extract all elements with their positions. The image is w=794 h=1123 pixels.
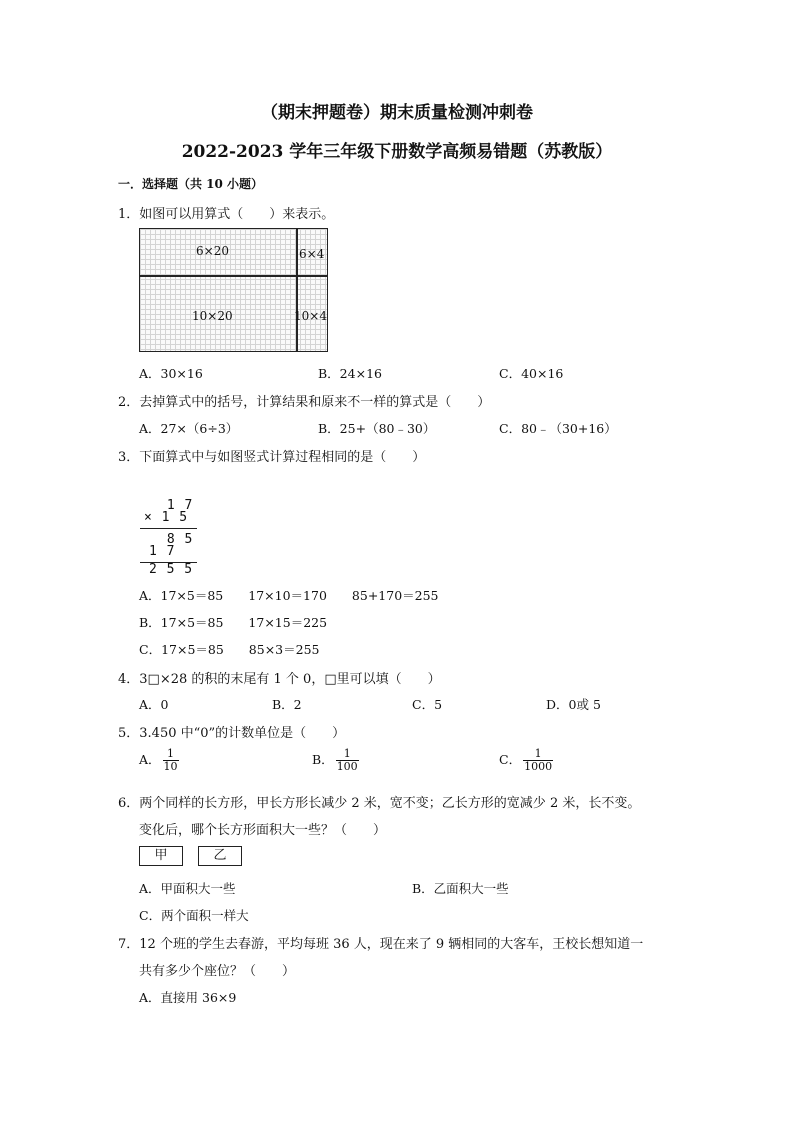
fraction-denominator: 1000 bbox=[524, 760, 553, 773]
option-c: C．80﹣（30+16） bbox=[499, 421, 617, 436]
option-label: C． bbox=[499, 752, 522, 767]
fraction-denominator: 10 bbox=[163, 760, 178, 773]
option-a bbox=[139, 748, 179, 773]
rectangle-box-yi: 乙 bbox=[198, 846, 242, 866]
fraction bbox=[336, 748, 359, 773]
question-6-continued: 变化后，哪个长方形面积大一些？（ ） bbox=[139, 823, 387, 838]
section-heading: 一．选择题（共 10 小题） bbox=[118, 177, 264, 191]
rectangle-box-jia: 甲 bbox=[139, 846, 183, 866]
option-a: A．直接用 36×9 bbox=[139, 990, 237, 1005]
question-7: 7．12 个班的学生去春游，平均每班 36 人，现在来了 9 辆相同的大客车，王校长想知道一 bbox=[118, 937, 644, 952]
page-title: （期末押题卷）期末质量检测冲刺卷 bbox=[261, 103, 533, 123]
fraction-numerator: 1 bbox=[167, 747, 175, 760]
option-a: A．27×（6÷3） bbox=[139, 421, 239, 436]
grid-label: 10×20 bbox=[192, 309, 233, 323]
fraction-denominator: 100 bbox=[336, 760, 358, 773]
option-c bbox=[499, 748, 553, 773]
fraction bbox=[163, 748, 179, 773]
question-1: 1．如图可以用算式（ ）来表示。 bbox=[118, 207, 335, 222]
vertical-row: 8 5 bbox=[144, 532, 194, 547]
fraction-numerator: 1 bbox=[343, 747, 351, 760]
grid-label: 6×20 bbox=[196, 244, 229, 258]
option-b: B．乙面积大一些 bbox=[412, 881, 509, 896]
fraction bbox=[523, 748, 553, 773]
option-label: B． bbox=[312, 752, 334, 767]
grid-label: 6×4 bbox=[299, 247, 325, 261]
vertical-row: × 1 5 bbox=[144, 510, 189, 525]
question-4: 4．3□×28 的积的末尾有 1 个 0，□里可以填（ ） bbox=[118, 672, 441, 687]
vertical-row: 1 7 bbox=[144, 498, 194, 513]
option-a: A．甲面积大一些 bbox=[139, 881, 236, 896]
option-c: C．5 bbox=[412, 697, 443, 712]
option-d: D．0或 5 bbox=[546, 697, 601, 712]
option-b: B．17×5＝85 17×15＝225 bbox=[139, 615, 328, 630]
question-2: 2．去掉算式中的括号，计算结果和原来不一样的算式是（ ） bbox=[118, 395, 491, 410]
vertical-row: 1 7 bbox=[149, 544, 176, 559]
option-a: A．30×16 bbox=[139, 366, 203, 381]
option-b: B．24×16 bbox=[318, 366, 382, 381]
option-label: A． bbox=[139, 752, 161, 767]
page-subtitle: 2022-2023 学年三年级下册数学高频易错题（苏教版） bbox=[181, 142, 613, 162]
fraction-numerator: 1 bbox=[534, 747, 542, 760]
question-7-continued: 共有多少个座位？（ ） bbox=[139, 964, 296, 979]
option-c: C．40×16 bbox=[499, 366, 564, 381]
option-c: C．17×5＝85 85×3＝255 bbox=[139, 642, 320, 657]
question-6: 6．两个同样的长方形，甲长方形长减少 2 米，宽不变；乙长方形的宽减少 2 米，长不变。 bbox=[118, 796, 641, 811]
area-grid-figure bbox=[139, 228, 328, 352]
grid-label: 10×4 bbox=[294, 309, 327, 323]
option-c: C．两个面积一样大 bbox=[139, 908, 249, 923]
option-a: A．17×5＝85 17×10＝170 85+170＝255 bbox=[139, 588, 439, 603]
option-b bbox=[312, 748, 359, 773]
grid-divider-horizontal bbox=[140, 275, 327, 277]
grid-divider-vertical bbox=[296, 229, 298, 351]
question-5: 5．3.450 中“0”的计数单位是（ ） bbox=[118, 726, 346, 741]
option-b: B．25+（80﹣30） bbox=[318, 421, 436, 436]
question-3: 3．下面算式中与如图竖式计算过程相同的是（ ） bbox=[118, 450, 426, 465]
option-a: A．0 bbox=[139, 697, 169, 712]
vertical-row: 2 5 5 bbox=[149, 562, 194, 577]
option-b: B．2 bbox=[272, 697, 302, 712]
